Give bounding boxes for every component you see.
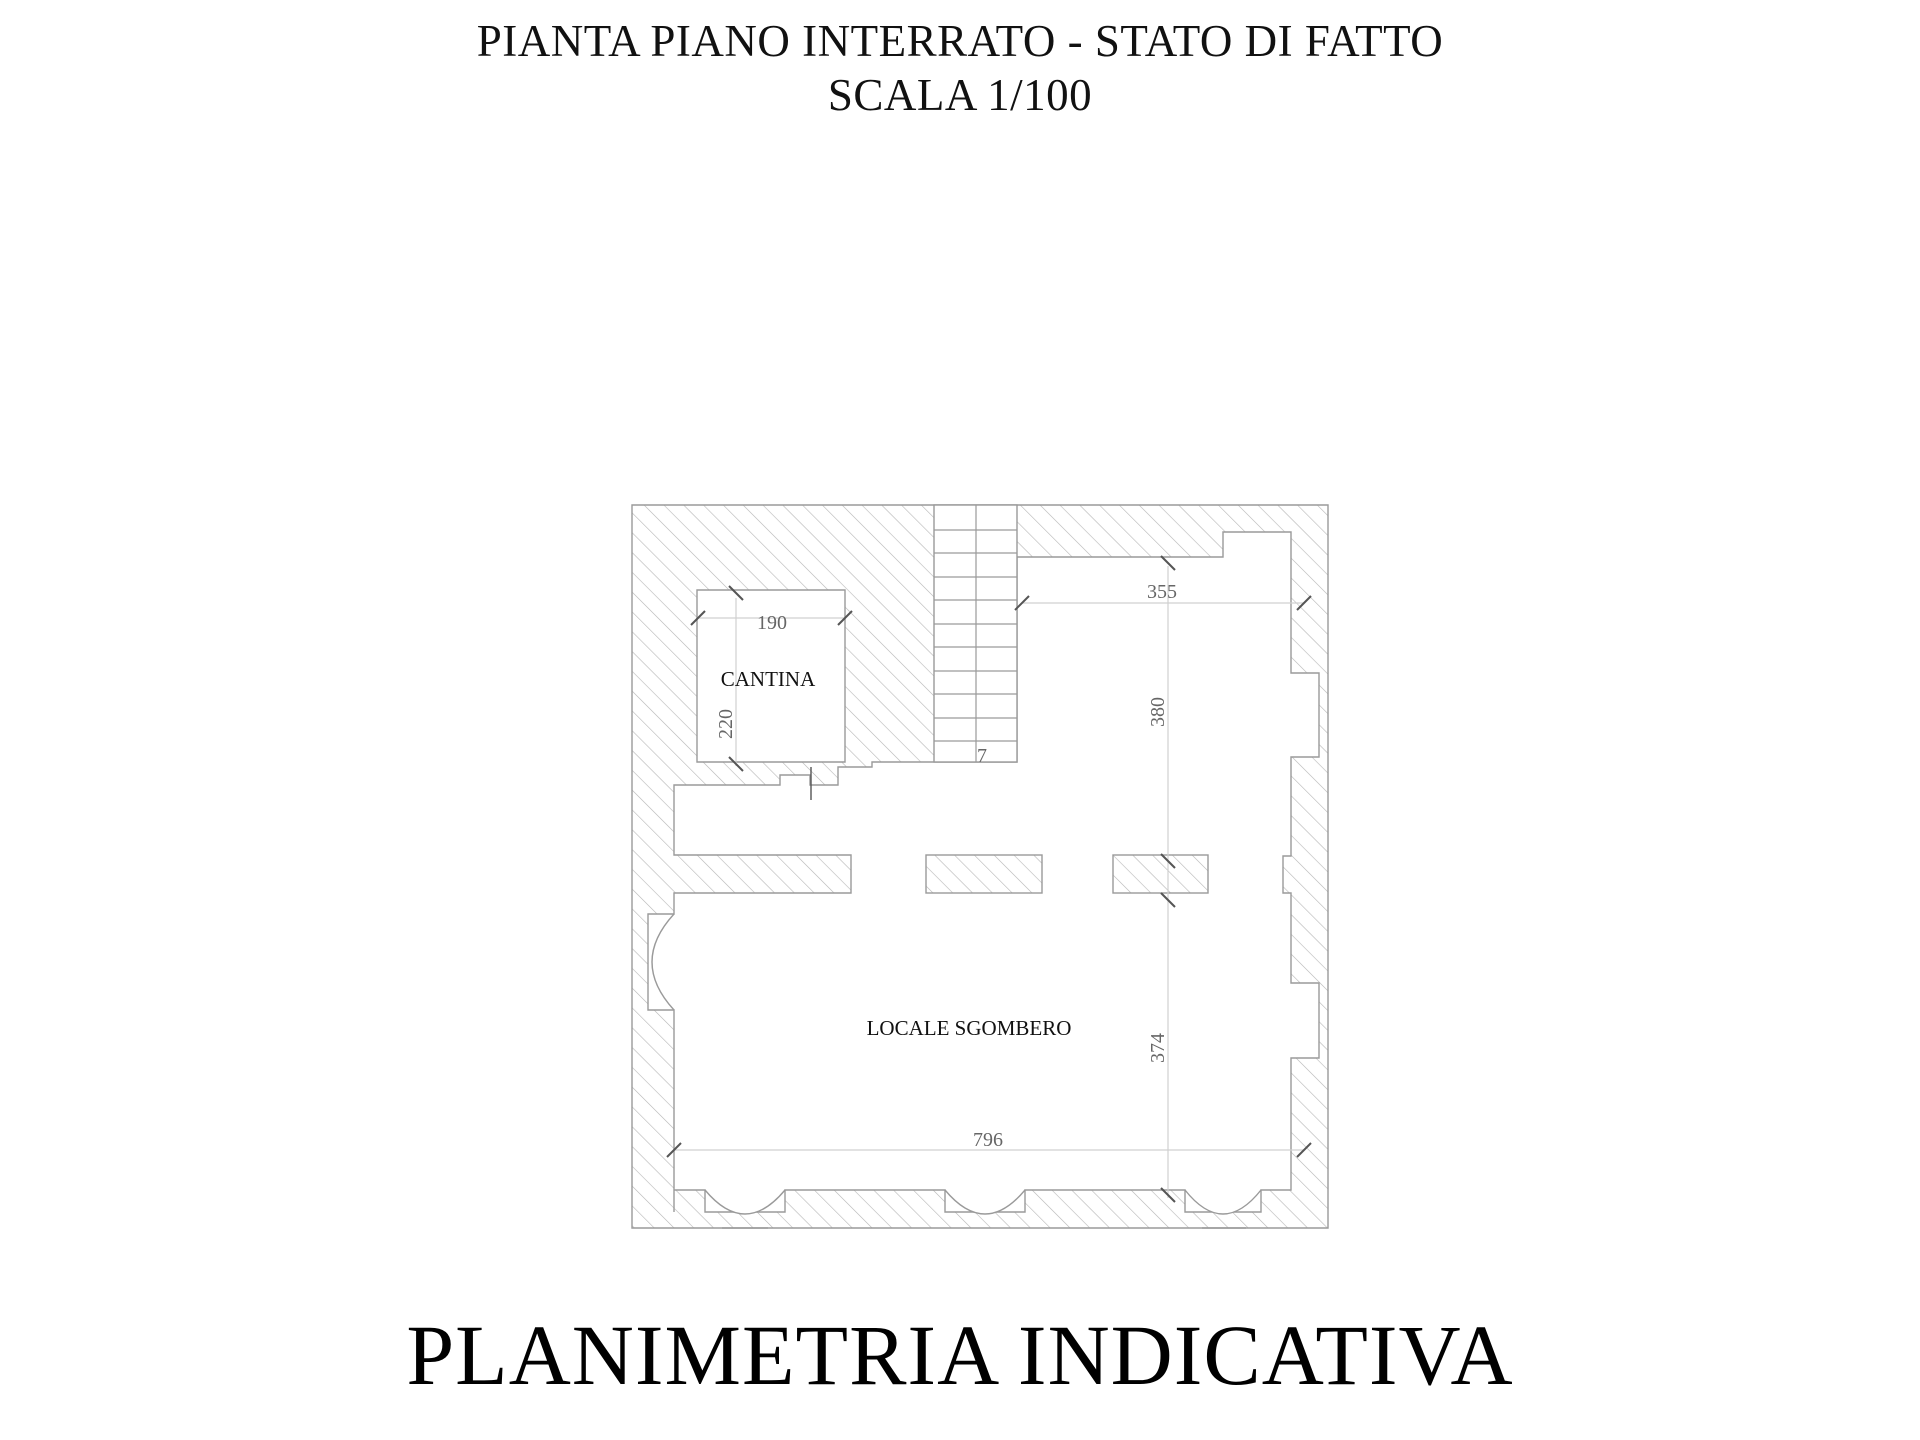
footer-title: PLANIMETRIA INDICATIVA	[406, 1307, 1514, 1403]
drawing-scale: SCALA 1/100	[827, 70, 1093, 120]
drawing-title: PIANTA PIANO INTERRATO - STATO DI FATTO	[476, 16, 1444, 66]
window-niches	[652, 914, 1261, 1228]
dimension-label-190: 190	[757, 612, 787, 634]
dimension-label-374: 374	[1147, 1033, 1169, 1063]
dimension-label-7: 7	[977, 745, 987, 767]
dimension-label-355: 355	[1147, 581, 1177, 603]
room-label-cantina: CANTINA	[720, 667, 816, 691]
dimension-label-220: 220	[715, 709, 737, 739]
pillar-right	[1113, 855, 1208, 893]
dimension-label-380: 380	[1147, 697, 1169, 727]
dimension-label-796: 796	[973, 1129, 1003, 1151]
pillar-left	[926, 855, 1042, 893]
room-label-locale-sgombero: LOCALE SGOMBERO	[866, 1016, 1072, 1040]
